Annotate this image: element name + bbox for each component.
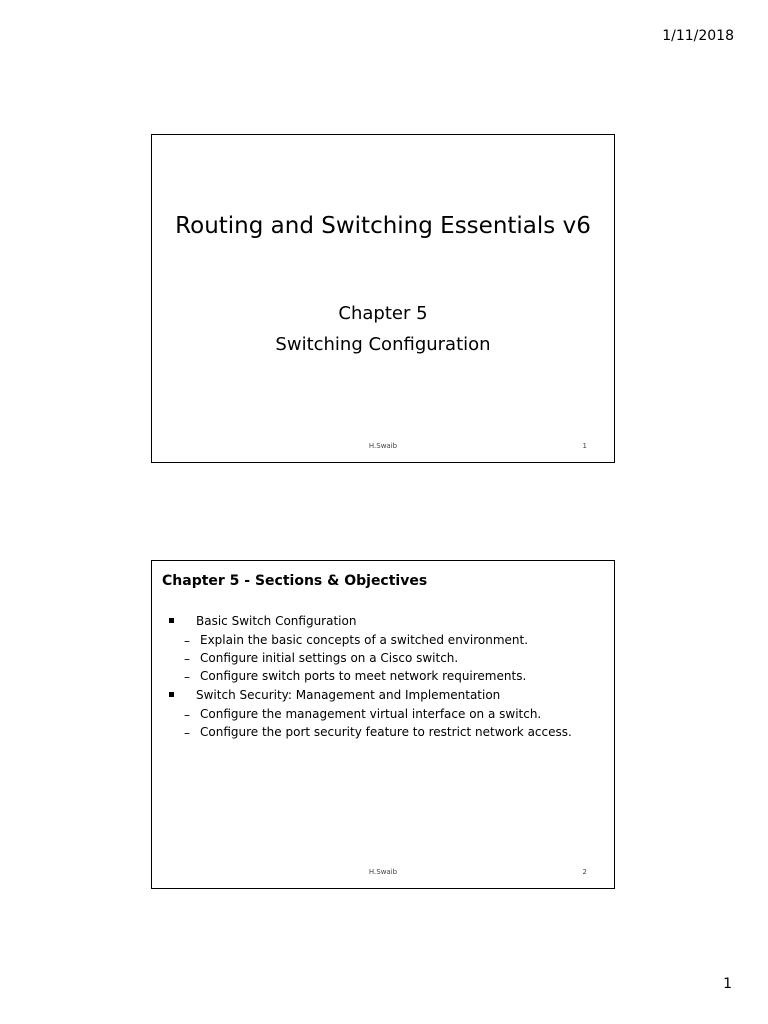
- list-item-text: Configure the management virtual interface on a switch.: [200, 707, 542, 721]
- list-item-text: Basic Switch Configuration: [196, 614, 357, 628]
- dash-bullet: –: [184, 708, 190, 722]
- slide-title: Routing and Switching Essentials v6: [175, 213, 591, 239]
- list-item-text: Configure switch ports to meet network requirements.: [200, 669, 527, 683]
- page-date: 1/11/2018: [662, 28, 734, 44]
- slide-footer-author: H.Swaib: [368, 442, 398, 450]
- list-item: [166, 611, 602, 631]
- slide-footer-number: 2: [582, 868, 587, 876]
- list-item-text: Configure initial settings on a Cisco switch.: [200, 651, 459, 665]
- list-item: [166, 667, 602, 685]
- list-item-text: Switch Security: Management and Implementation: [196, 688, 501, 702]
- objectives-list: [166, 611, 602, 741]
- slide-2: [151, 560, 615, 889]
- slide-footer-number: 1: [582, 442, 587, 450]
- slide-1: [151, 134, 615, 463]
- list-item-text: Configure the port security feature to restrict network access.: [200, 725, 572, 739]
- list-item: [166, 631, 602, 649]
- slide-subtitle-topic: Switching Configuration: [275, 334, 491, 355]
- page-number: 1: [723, 976, 732, 992]
- dash-bullet: –: [184, 670, 190, 684]
- list-item: [166, 649, 602, 667]
- list-item: [166, 685, 602, 705]
- slide-subtitle-chapter: Chapter 5: [338, 303, 428, 324]
- slide-footer-author: H.Swaib: [368, 868, 398, 876]
- slide-heading: Chapter 5 - Sections & Objectives: [162, 573, 428, 589]
- list-item: [166, 705, 602, 723]
- dash-bullet: –: [184, 726, 190, 740]
- dash-bullet: –: [184, 634, 190, 648]
- list-item: [166, 723, 602, 741]
- dash-bullet: –: [184, 652, 190, 666]
- list-item-text: Explain the basic concepts of a switched environment.: [200, 633, 529, 647]
